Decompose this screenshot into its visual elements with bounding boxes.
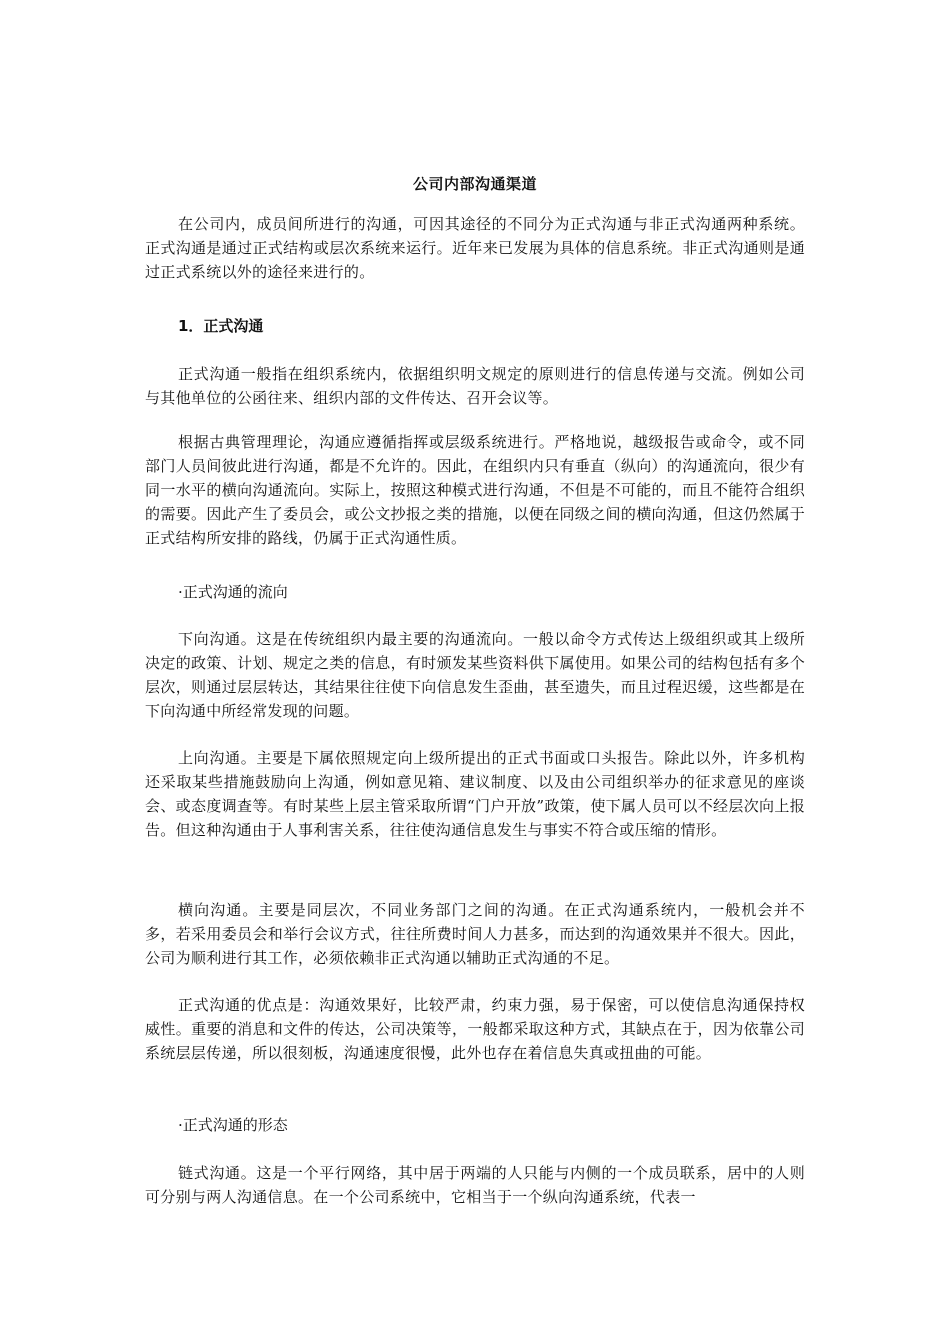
formal-definition-paragraph: 正式沟通一般指在组织系统内，依据组织明文规定的原则进行的信息传递与交流。例如公司与其他单位的公函往来、组织内部的文件传达、召开会议等。 — [145, 365, 805, 407]
document-title: 公司内部沟通渠道 — [412, 175, 537, 193]
subheading-formal-forms: ·正式沟通的形态 — [178, 1116, 288, 1134]
pros-cons-paragraph: 正式沟通的优点是：沟通效果好，比较严肃，约束力强，易于保密，可以使信息沟通保持权威性。重要的消息和文件的传达，公司决策等，一般都采取这种方式，其缺点在于，因为依靠公司系统层层传递，所以很刻板，沟通速度很慢，此外也存在着信息失真或扭曲的可能。 — [145, 996, 805, 1062]
section-heading-formal-communication: 1．正式沟通 — [178, 317, 264, 335]
horizontal-communication-paragraph: 横向沟通。主要是同层次，不同业务部门之间的沟通。在正式沟通系统内，一般机会并不多，若采用委员会和举行会议方式，往往所费时间人力甚多，而达到的沟通效果并不很大。因此，公司为顺利进行其工作，必须依赖非正式沟通以辅助正式沟通的不足。 — [145, 901, 805, 967]
upward-communication-paragraph: 上向沟通。主要是下属依照规定向上级所提出的正式书面或口头报告。除此以外，许多机构还采取某些措施鼓励向上沟通，例如意见箱、建议制度、以及由公司组织举办的征求意见的座谈会、或态度调查等。有时某些上层主管采取所谓“门户开放”政策，使下属人员可以不经层次向上报告。但这种沟通由于人事利害关系，往往使沟通信息发生与事实不符合或压缩的情形。 — [145, 749, 805, 839]
downward-communication-paragraph: 下向沟通。这是在传统组织内最主要的沟通流向。一般以命令方式传达上级组织或其上级所决定的政策、计划、规定之类的信息，有时颁发某些资料供下属使用。如果公司的结构包括有多个层次，则通过层层转达，其结果往往使下向信息发生歪曲，甚至遗失，而且过程迟缓，这些都是在下向沟通中所经常发现的问题。 — [145, 630, 805, 720]
subheading-formal-flow: ·正式沟通的流向 — [178, 583, 288, 601]
chain-communication-paragraph: 链式沟通。这是一个平行网络，其中居于两端的人只能与内侧的一个成员联系，居中的人则可分别与两人沟通信息。在一个公司系统中，它相当于一个纵向沟通系统，代表一 — [145, 1164, 805, 1206]
intro-paragraph: 在公司内，成员间所进行的沟通，可因其途径的不同分为正式沟通与非正式沟通两种系统。正式沟通是通过正式结构或层次系统来运行。近年来已发展为具体的信息系统。非正式沟通则是通过正式系统以外的途径来进行的。 — [145, 215, 805, 281]
classical-theory-paragraph: 根据古典管理理论，沟通应遵循指挥或层级系统进行。严格地说，越级报告或命令，或不同部门人员间彼此进行沟通，都是不允许的。因此，在组织内只有垂直（纵向）的沟通流向，很少有同一水平的横向沟通流向。实际上，按照这种模式进行沟通，不但是不可能的，而且不能符合组织的需要。因此产生了委员会，或公文抄报之类的措施，以便在同级之间的横向沟通，但这仍然属于正式结构所安排的路线，仍属于正式沟通性质。 — [145, 433, 805, 547]
